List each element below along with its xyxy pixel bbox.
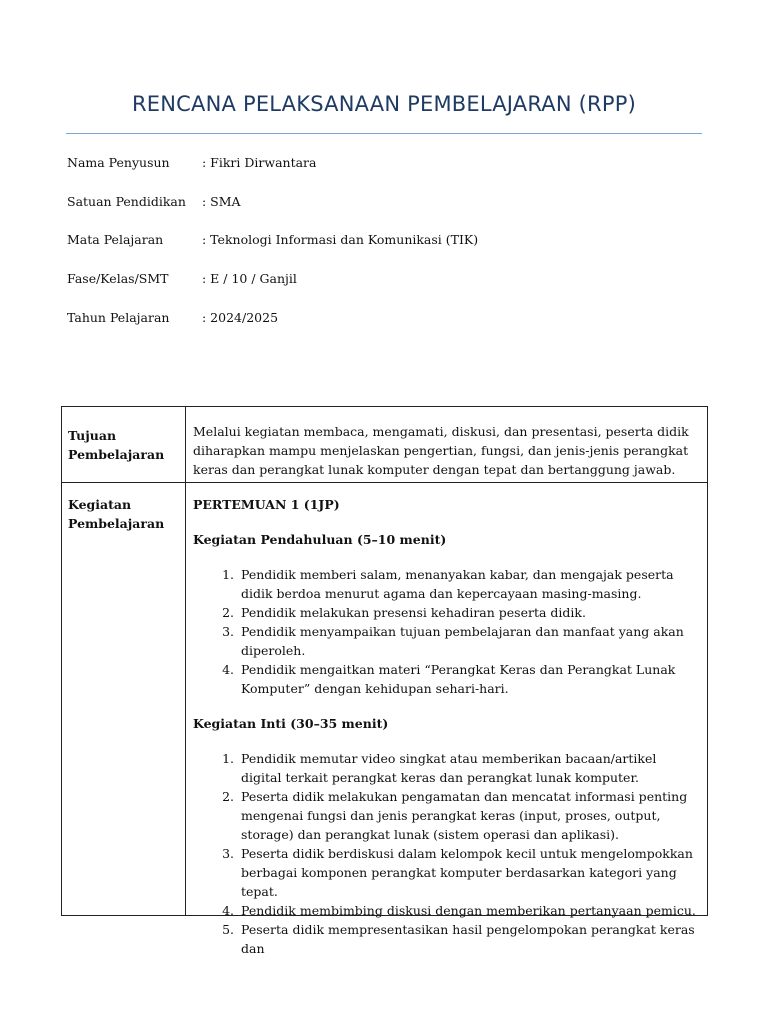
list-item: 4. Pendidik mengaitkan materi “Perangkat Keras dan Perangkat Lunak Komputer” dengan kehidupan sehari-hari. [238, 660, 700, 698]
kegiatan-label: Kegiatan Pembelajaran [68, 497, 165, 531]
tujuan-label: Tujuan Pembelajaran [62, 407, 186, 483]
identity-row-mapel [67, 232, 707, 271]
table-row-kegiatan [62, 483, 708, 916]
list-item: 2. Peserta didik melakukan pengamatan dan mencatat informasi penting mengenai fungsi dan jenis perangkat keras (input, proses, output, storage) dan perangkat lunak (sistem operasi dan aplikasi). [238, 787, 700, 844]
identity-label: Satuan Pendidikan [67, 193, 186, 209]
list-item: 3. Peserta didik berdiskusi dalam kelompok kecil untuk mengelompokkan berbagai komponen perangkat komputer berdasarkan kategori yang tepat. [238, 844, 700, 901]
pendahuluan-heading: Kegiatan Pendahuluan (5–10 menit) [193, 532, 447, 547]
identity-row-tahun [67, 310, 707, 349]
identity-row-satuan [67, 194, 707, 233]
kegiatan-cell [186, 483, 708, 956]
identity-value: : Teknologi Informasi dan Komunikasi (TIK) [202, 232, 479, 248]
identity-value: : E / 10 / Ganjil [202, 271, 297, 287]
page-title: RENCANA PELAKSANAAN PEMBELAJARAN (RPP) [132, 92, 636, 116]
inti-heading: Kegiatan Inti (30–35 menit) [193, 716, 389, 731]
list-item: 5. Peserta didik mempresentasikan hasil pengelompokan perangkat keras dan [238, 920, 700, 958]
inti-list [193, 749, 700, 958]
tujuan-text: Melalui kegiatan membaca, mengamati, diskusi, dan presentasi, peserta didik diharapkan mampu menjelaskan pengertian, fungsi, dan jenis-jenis perangkat keras dan perangkat lunak komputer dengan tepat dan bertanggung jawab. [193, 424, 689, 477]
pendahuluan-list [193, 565, 700, 698]
rpp-table [61, 406, 708, 956]
list-item: 3. Pendidik menyampaikan tujuan pembelajaran dan manfaat yang akan diperoleh. [238, 622, 700, 660]
identity-label: Mata Pelajaran [67, 232, 164, 248]
table-row-tujuan [62, 407, 708, 483]
title-divider [66, 133, 702, 134]
identity-block [67, 155, 707, 348]
identity-value: : 2024/2025 [202, 309, 279, 325]
kegiatan-label-cell [62, 483, 186, 916]
identity-label: Nama Penyusun [67, 155, 170, 170]
identity-value: : Fikri Dirwantara [202, 155, 317, 170]
identity-value: : SMA [202, 193, 241, 209]
list-item: 4. Pendidik membimbing diskusi dengan memberikan pertanyaan pemicu. [238, 901, 700, 920]
list-item: 1. Pendidik memutar video singkat atau memberikan bacaan/artikel digital terkait perangkat keras dan perangkat lunak komputer. [238, 749, 700, 787]
pertemuan-heading: PERTEMUAN 1 (1JP) [193, 497, 340, 512]
identity-row-fase [67, 271, 707, 310]
list-item: 1. Pendidik memberi salam, menanyakan kabar, dan mengajak peserta didik berdoa menurut agama dan kepercayaan masing-masing. [238, 565, 700, 603]
kegiatan-content [193, 495, 700, 956]
identity-label: Fase/Kelas/SMT [67, 271, 169, 287]
identity-row-penyusun [67, 155, 707, 194]
tujuan-cell [186, 407, 708, 483]
identity-label: Tahun Pelajaran [67, 309, 170, 325]
list-item: 2. Pendidik melakukan presensi kehadiran peserta didik. [238, 603, 700, 622]
